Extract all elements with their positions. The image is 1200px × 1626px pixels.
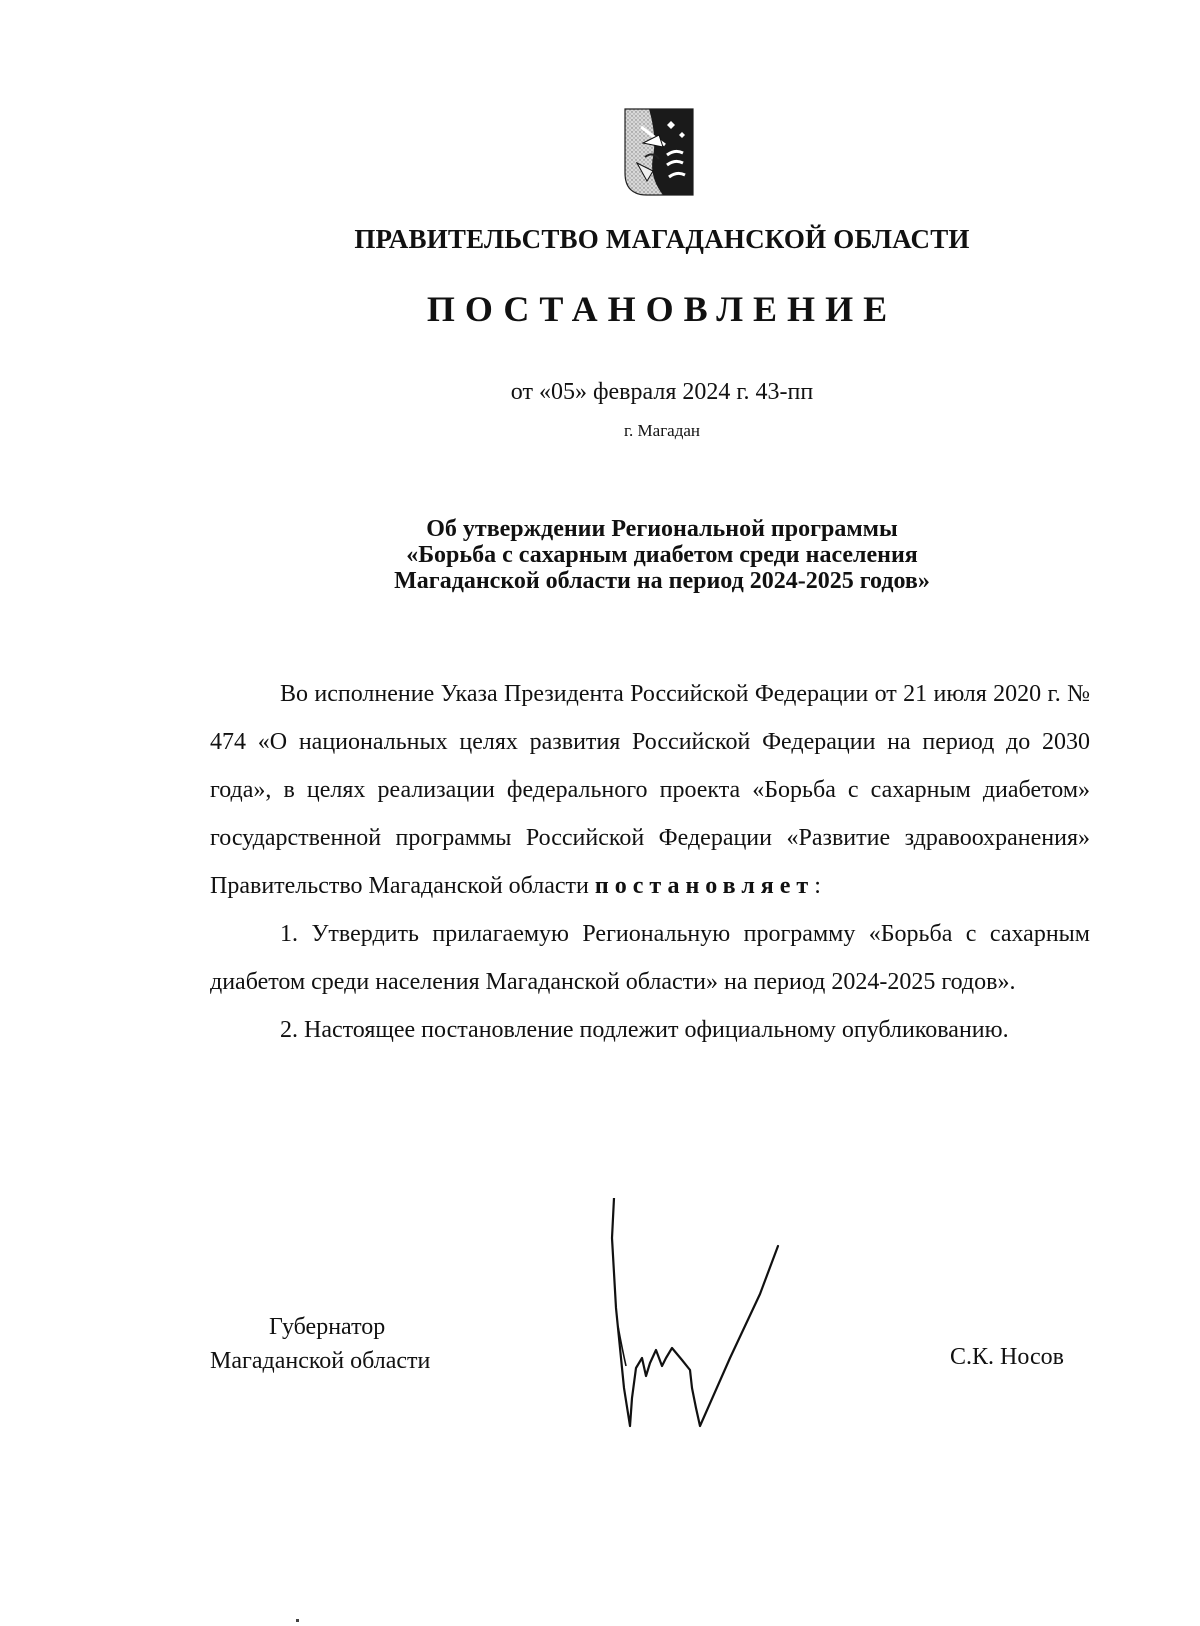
document-type-title: ПОСТАНОВЛЕНИЕ	[426, 289, 898, 329]
subject-line-2: «Борьба с сахарным диабетом среди населения	[406, 542, 918, 568]
decree-date-number: от «05» февраля 2024 г. 43-пп	[510, 379, 814, 405]
decree-body	[210, 670, 1090, 1054]
decree-subject	[0, 516, 1200, 594]
decides-suffix: :	[814, 873, 821, 899]
signer-name: С.К. Носов	[950, 1344, 1064, 1370]
scan-artifact	[296, 1619, 299, 1622]
signer-position	[210, 1310, 510, 1378]
item-2-paragraph: 2. Настоящее постановление подлежит официальному опубликованию.	[280, 1017, 1009, 1043]
signer-position-line-1: Губернатор	[269, 1314, 386, 1340]
preamble-text: Во исполнение Указа Президента Российской Федерации от 21 июля 2020 г. № 474 «О национальных целях развития Российской Федерации на период до 2030 года», в целях реализации федерального проекта «Борьба с сахарным диабетом» государственной программы Российской Федерации «Развитие здравоохранения» Правительство Магаданской области	[210, 681, 1090, 899]
subject-line-3: Магаданской области на период 2024-2025 годов»	[394, 568, 930, 594]
decides-word: постановляет	[594, 873, 815, 899]
government-title: ПРАВИТЕЛЬСТВО МАГАДАНСКОЙ ОБЛАСТИ	[354, 224, 970, 254]
handwritten-signature	[610, 1198, 810, 1438]
subject-line-1: Об утверждении Региональной программы	[426, 516, 898, 542]
signer-position-line-2: Магаданской области	[210, 1348, 431, 1374]
preamble-paragraph	[210, 670, 1090, 910]
item-1-paragraph: 1. Утвердить прилагаемую Региональную программу «Борьба с сахарным диабетом среди населения Магаданской области» на период 2024-2025 годов».	[210, 921, 1090, 995]
coat-of-arms-icon	[623, 107, 695, 197]
decree-city: г. Магадан	[623, 421, 701, 440]
